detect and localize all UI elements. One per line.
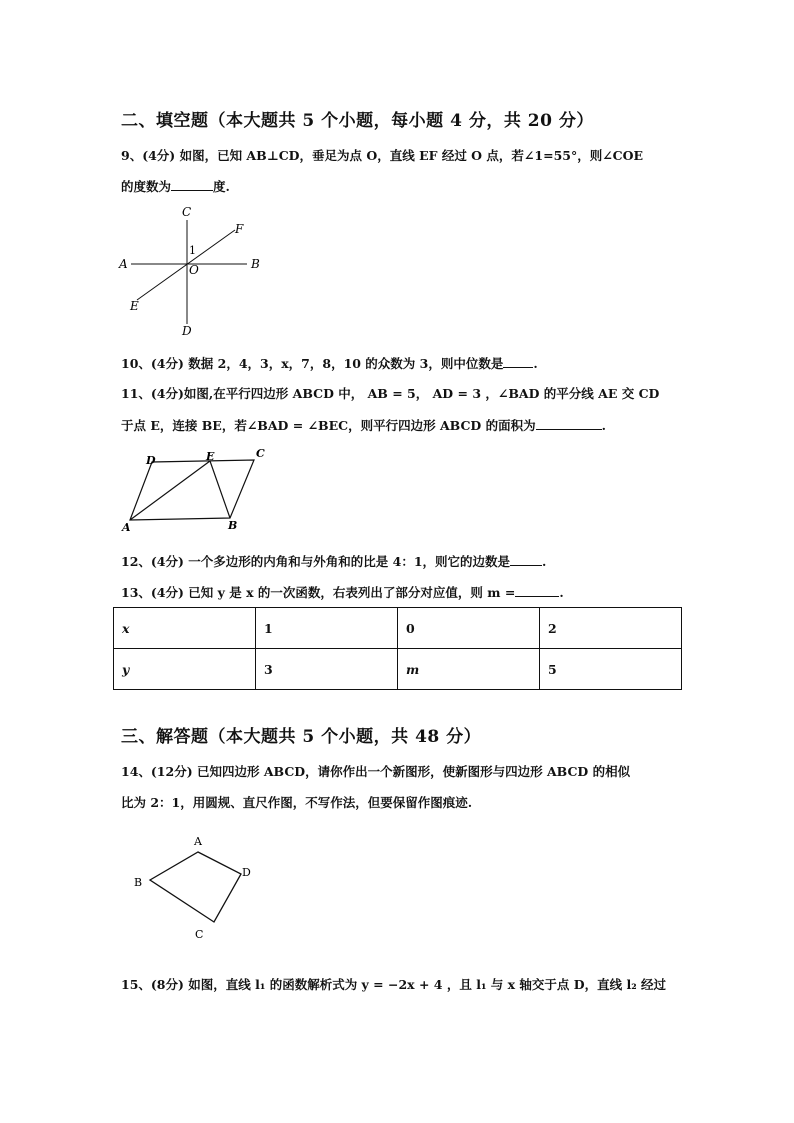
q15-text-line1: 15、(8分) 如图，直线 l₁ 的函数解析式为 y = −2x + 4 ，且 l₁ 与 x 轴交于点 D，直线 l₂ 经过 [121, 977, 667, 992]
table-row [114, 649, 682, 690]
table-cell: 2 [540, 608, 682, 649]
q13-value-table [113, 607, 682, 690]
label-b: B [251, 257, 260, 271]
quadrilateral-abcd [150, 852, 241, 922]
q11-prefix: 于点 E，连接 BE，若∠BAD = ∠BEC，则平行四边形 ABCD 的面积为 [121, 418, 536, 433]
q10-answer-blank[interactable] [503, 354, 533, 368]
q13-prefix: 13、(4分) 已知 y 是 x 的一次函数，右表列出了部分对应值，则 m = [121, 585, 516, 600]
table-cell: 1 [256, 608, 398, 649]
q11-text-line2 [121, 416, 606, 434]
q9-prefix: 的度数为 [121, 179, 172, 194]
q11-answer-blank[interactable] [536, 416, 602, 430]
parallelogram-abcd [130, 460, 254, 520]
q9-suffix: 度. [213, 179, 230, 194]
q9-answer-blank[interactable] [171, 177, 213, 191]
table-cell: y [114, 649, 256, 690]
q11-suffix: . [601, 418, 606, 433]
table-cell: 5 [540, 649, 682, 690]
q9-figure [115, 200, 275, 340]
q9-text-line1: 9、(4分) 如图，已知 AB⊥CD，垂足为点 O，直线 EF 经过 O 点，若∠1=55°，则∠COE [121, 148, 644, 163]
label-b: B [134, 876, 143, 889]
line-ef [137, 230, 235, 300]
q12-answer-blank[interactable] [510, 552, 542, 566]
q9-text-line2 [121, 177, 230, 195]
table-cell: x [114, 608, 256, 649]
label-a: A [194, 835, 202, 848]
label-b: B [228, 519, 238, 532]
q11-figure [118, 442, 278, 537]
q12-text [121, 552, 546, 570]
q10-prefix: 10、(4分) 数据 2，4，3，x，7，8，10 的众数为 3，则中位数是 [121, 356, 504, 371]
q13-answer-blank[interactable] [515, 583, 559, 597]
q13-text [121, 583, 564, 601]
table-cell: 3 [256, 649, 398, 690]
q12-suffix: . [542, 554, 547, 569]
label-o: O [189, 263, 199, 277]
q10-suffix: . [533, 356, 538, 371]
q11-text-line1: 11、(4分)如图,在平行四边形 ABCD 中， AB = 5， AD = 3 ，∠BAD 的平分线 AE 交 CD [121, 386, 660, 401]
q10-text [121, 354, 538, 372]
table-cell: m [398, 649, 540, 690]
label-d: D [146, 454, 156, 467]
table-row [114, 608, 682, 649]
label-e: E [130, 299, 139, 313]
q13-suffix: . [559, 585, 564, 600]
q12-prefix: 12、(4分) 一个多边形的内角和与外角和的比是 4：1，则它的边数是 [121, 554, 511, 569]
q14-text-line2: 比为 2：1，用圆规、直尺作图，不写作法，但要保留作图痕迹. [121, 795, 473, 810]
label-c: C [256, 447, 265, 460]
table-cell: 0 [398, 608, 540, 649]
section-2-title: 二、填空题（本大题共 5 个小题，每小题 4 分，共 20 分） [121, 111, 594, 131]
label-d: D [242, 866, 251, 879]
q14-figure [128, 830, 268, 945]
label-d: D [182, 324, 192, 338]
segment-ae [130, 461, 210, 520]
section-3-title: 三、解答题（本大题共 5 个小题，共 48 分） [121, 727, 482, 747]
label-c: C [182, 205, 192, 219]
label-a: A [119, 257, 128, 271]
label-c: C [195, 928, 204, 941]
label-e: E [206, 450, 215, 463]
q14-text-line1: 14、(12分) 已知四边形 ABCD，请你作出一个新图形，使新图形与四边形 ABCD 的相似 [121, 764, 631, 779]
label-angle-1: 1 [189, 244, 196, 257]
segment-be [210, 461, 230, 518]
label-f: F [235, 222, 244, 236]
label-a: A [122, 521, 131, 534]
